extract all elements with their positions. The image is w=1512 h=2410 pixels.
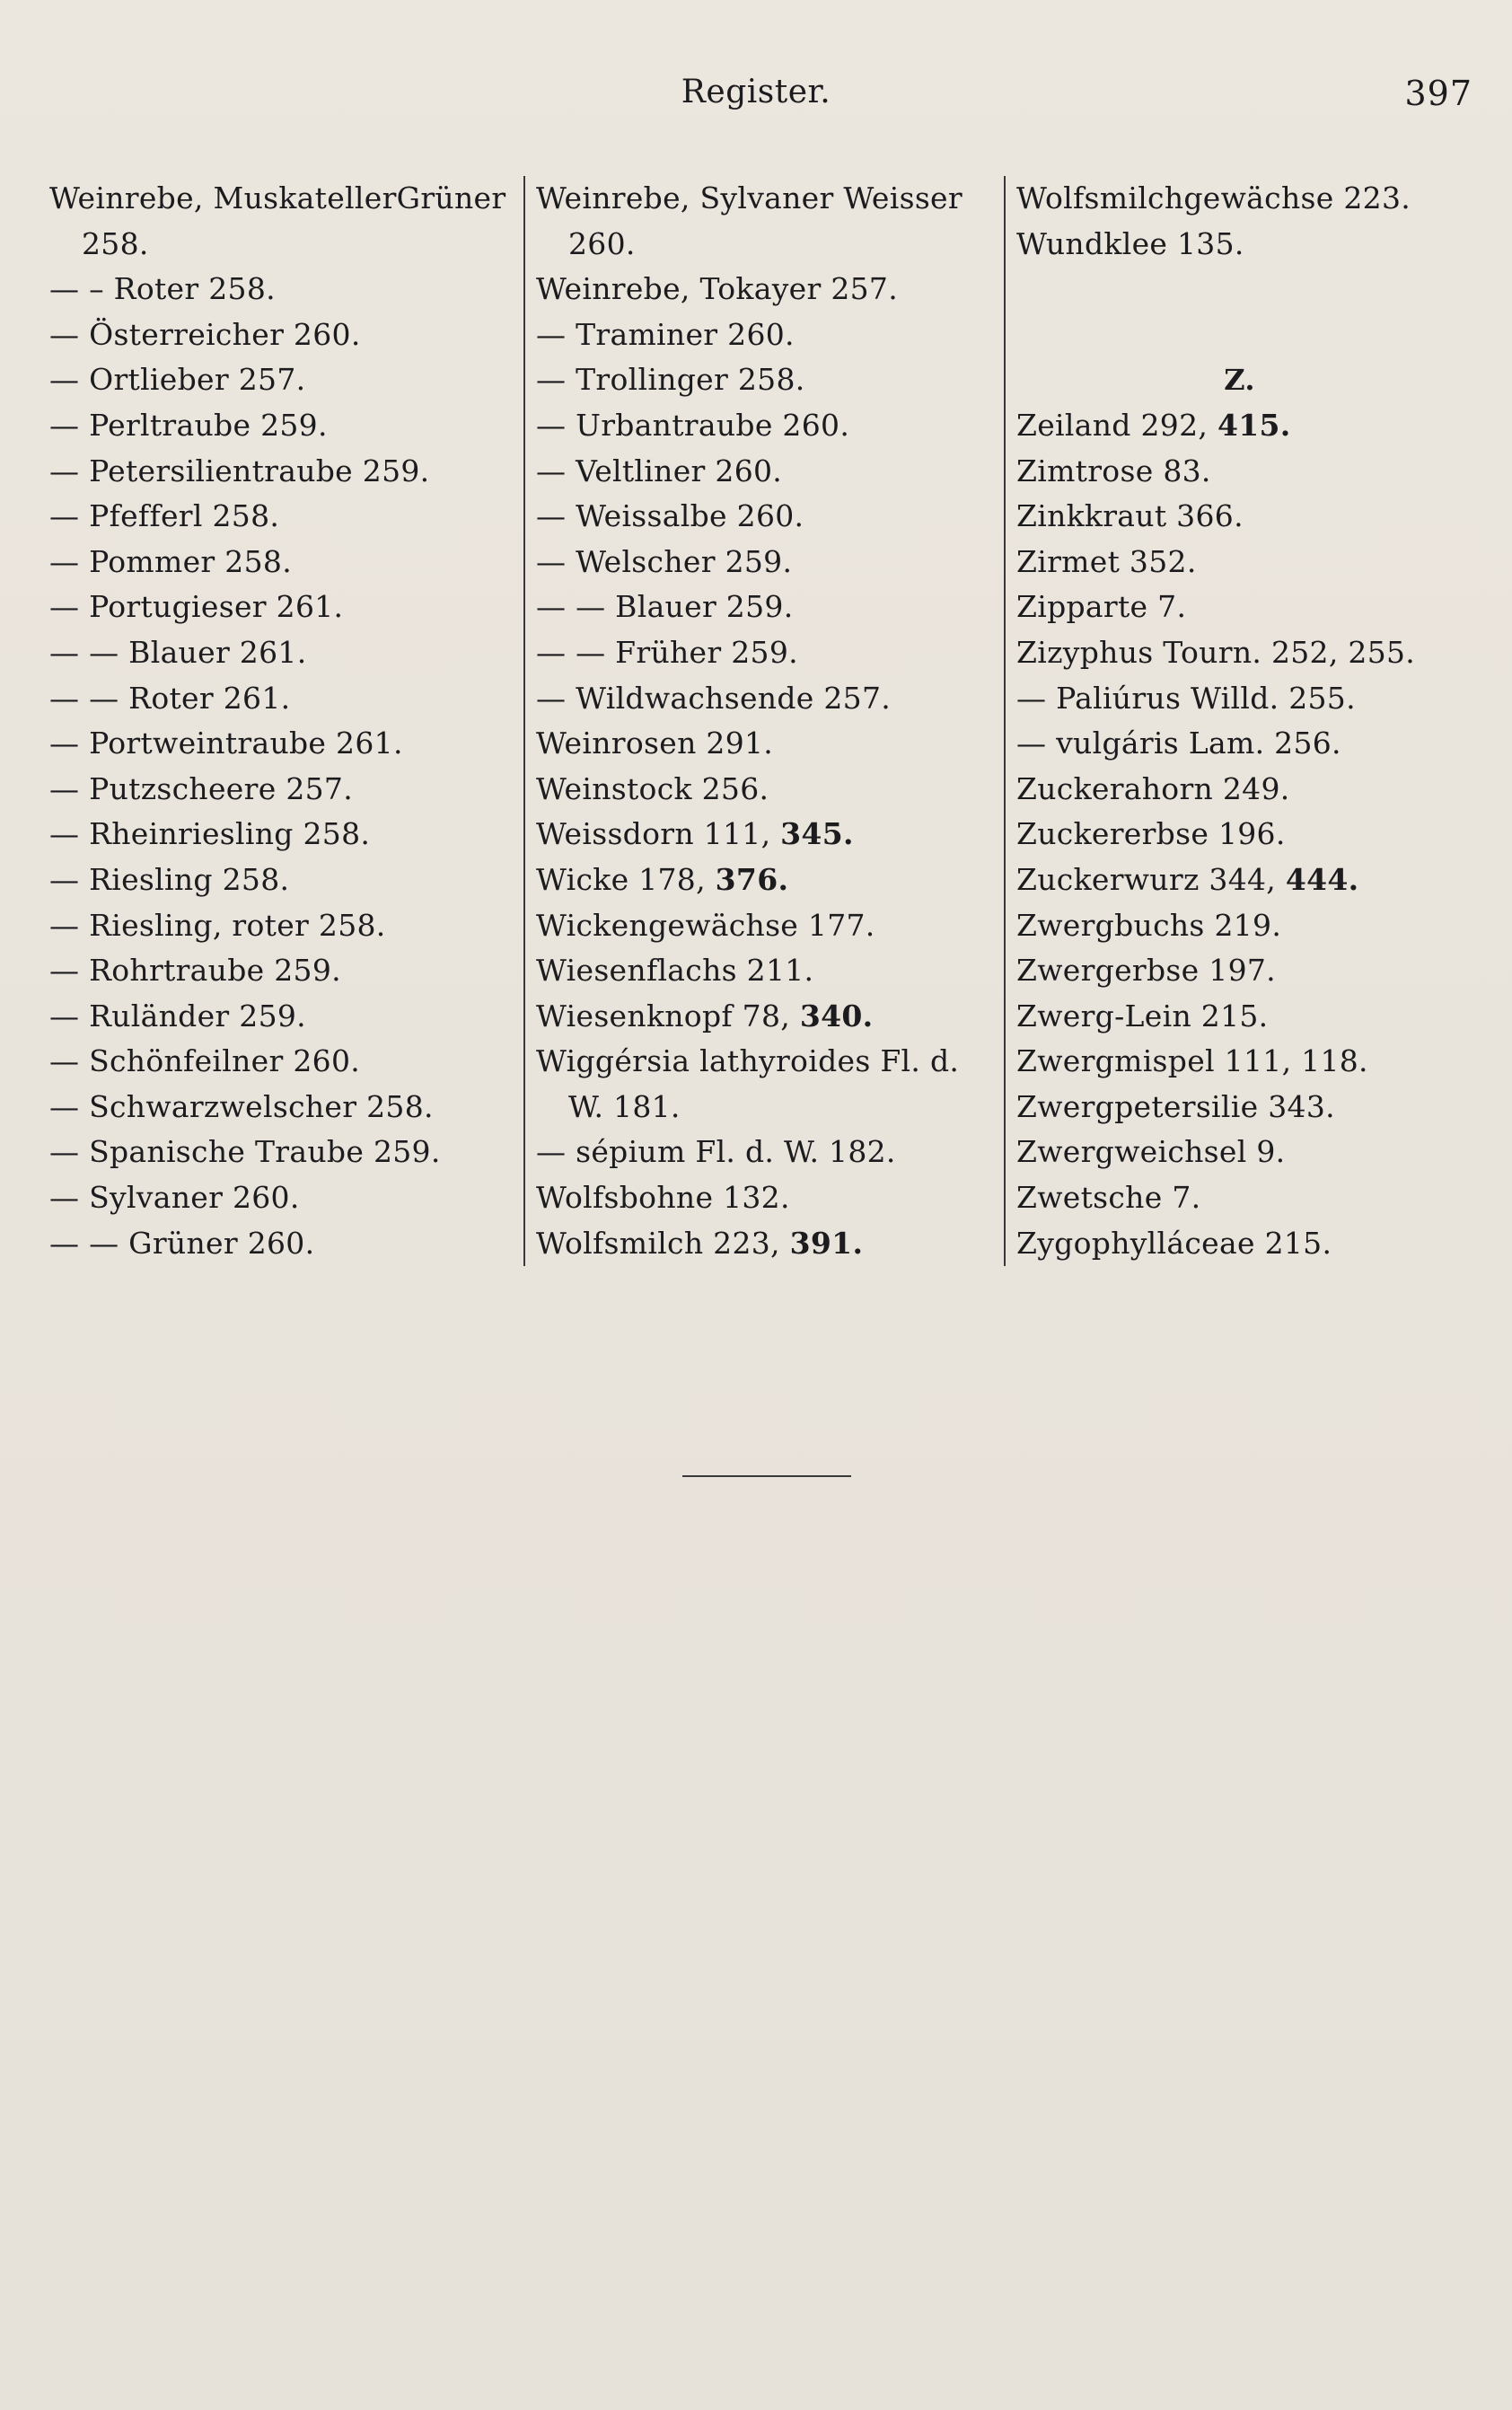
- index-entry: [536, 630, 994, 676]
- index-entry: [49, 176, 521, 222]
- index-entry: [49, 494, 521, 540]
- index-entry: [1016, 267, 1463, 312]
- index-entry-text: — Ruländer 259.: [49, 998, 306, 1033]
- index-entry: [536, 948, 994, 994]
- index-entry: [536, 176, 994, 222]
- index-entry-text: — Trollinger 258.: [536, 362, 805, 398]
- index-entry: [49, 222, 521, 268]
- index-entry-text: Zizyphus Tourn. 252, 255.: [1016, 634, 1416, 670]
- index-entry-text: Zwergbuchs 219.: [1016, 907, 1282, 943]
- index-entry-text: — Spanische Traube 259.: [49, 1134, 441, 1170]
- index-entry: [49, 449, 521, 495]
- section-divider-rule: [682, 1475, 851, 1477]
- index-entry-text: — Ortlieber 257.: [49, 362, 306, 398]
- index-entry: [536, 312, 994, 358]
- index-entry: [1016, 858, 1463, 903]
- index-entry: [1016, 494, 1463, 540]
- index-entry-text: Wicke 178,: [536, 861, 716, 897]
- index-entry-text: Zwergpetersilie 343.: [1016, 1088, 1335, 1124]
- index-entry: [536, 267, 994, 312]
- index-entry-text: Zipparte 7.: [1016, 589, 1187, 625]
- index-entry-text: — Urbantraube 260.: [536, 407, 850, 443]
- index-entry: [49, 721, 521, 767]
- index-entry: [49, 1221, 521, 1267]
- index-entry-text: Wiggérsia lathyroides Fl. d.: [536, 1043, 960, 1079]
- index-entry-text: — Perltraube 259.: [49, 407, 328, 443]
- index-entry: [49, 767, 521, 813]
- index-entry: [49, 812, 521, 858]
- index-entry-text: Weissdorn 111,: [536, 816, 781, 852]
- index-entry-text: — — Roter 261.: [49, 680, 291, 716]
- index-entry: [536, 903, 994, 949]
- index-entry-text: Zwergmispel 111, 118.: [1016, 1043, 1368, 1079]
- index-entry: [1016, 1130, 1463, 1175]
- index-entry: [536, 994, 994, 1040]
- index-entry: [49, 948, 521, 994]
- index-entry: [1016, 449, 1463, 495]
- index-entry: [49, 357, 521, 403]
- index-entry: [1016, 676, 1463, 722]
- index-entry: [1016, 630, 1463, 676]
- index-entry: [49, 630, 521, 676]
- index-entry-bold-page: 391.: [789, 1225, 864, 1261]
- index-entry: [1016, 994, 1463, 1040]
- index-entry-text: Weinrebe, Sylvaner Weisser: [536, 180, 963, 215]
- index-entry-text: — Portugieser 261.: [49, 589, 344, 625]
- index-entry: [49, 858, 521, 903]
- index-entry-text: Weinrosen 291.: [536, 726, 774, 761]
- index-columns: [49, 176, 1450, 1271]
- index-entry-text: Zinkkraut 366.: [1016, 498, 1244, 534]
- index-entry: [1016, 812, 1463, 858]
- index-entry-text: — Petersilientraube 259.: [49, 453, 430, 488]
- index-entry-bold-page: 415.: [1217, 407, 1291, 443]
- index-entry: [536, 676, 994, 722]
- index-entry-text: — Riesling 258.: [49, 861, 290, 897]
- index-column-2: [523, 176, 994, 1266]
- index-entry: [49, 994, 521, 1040]
- index-entry-text: — sépium Fl. d. W. 182.: [536, 1134, 896, 1170]
- index-entry-text: — Wildwachsende 257.: [536, 680, 892, 716]
- index-entry-text: Zwerg-Lein 215.: [1016, 998, 1269, 1033]
- index-entry: [49, 267, 521, 312]
- index-entry-text: — — Früher 259.: [536, 634, 798, 670]
- index-entry: [1016, 585, 1463, 630]
- index-entry: [536, 1085, 994, 1130]
- running-head: [0, 74, 1512, 119]
- index-entry-text: Wolfsmilchgewächse 223.: [1016, 180, 1411, 215]
- index-entry: [1016, 1039, 1463, 1085]
- index-entry: [536, 721, 994, 767]
- index-entry-text: — Schwarzwelscher 258.: [49, 1088, 434, 1124]
- index-entry-text: — Pommer 258.: [49, 543, 292, 579]
- index-entry-bold-page: 340.: [799, 998, 874, 1033]
- index-entry-text: Weinrebe, MuskatellerGrüner: [49, 180, 506, 215]
- index-entry-text: Zeiland 292,: [1016, 407, 1218, 443]
- index-entry-text: Zygophylláceae 215.: [1016, 1225, 1332, 1261]
- index-entry-text: Weinrebe, Tokayer 257.: [536, 271, 899, 307]
- index-entry-text: — Pfefferl 258.: [49, 498, 280, 534]
- index-entry: [49, 1175, 521, 1221]
- index-entry: [536, 449, 994, 495]
- index-entry-text: Zuckererbse 196.: [1016, 816, 1286, 852]
- index-entry: [536, 1175, 994, 1221]
- index-entry: [1016, 948, 1463, 994]
- index-entry-text: Wolfsbohne 132.: [536, 1180, 790, 1216]
- index-entry: [1016, 312, 1463, 358]
- index-entry: [1016, 903, 1463, 949]
- index-entry: [49, 1085, 521, 1130]
- index-entry: [49, 903, 521, 949]
- index-entry-text: Wickengewächse 177.: [536, 907, 875, 943]
- index-entry: [1016, 1085, 1463, 1130]
- index-entry-text: Zwetsche 7.: [1016, 1180, 1201, 1216]
- index-entry: [1016, 1221, 1463, 1267]
- index-entry-text: — Weissalbe 260.: [536, 498, 804, 534]
- index-entry-text: — – Roter 258.: [49, 271, 276, 307]
- index-entry: [1016, 540, 1463, 585]
- index-entry-text: — — Blauer 259.: [536, 589, 794, 625]
- index-entry-text: — Rohrtraube 259.: [49, 953, 341, 989]
- index-entry-text: — Rheinriesling 258.: [49, 816, 371, 852]
- index-entry: [1016, 222, 1463, 268]
- index-entry: [1016, 1175, 1463, 1221]
- index-entry: [49, 1039, 521, 1085]
- index-section-letter: [1016, 357, 1463, 403]
- index-entry-text: — Traminer 260.: [536, 316, 795, 352]
- index-column-1: [49, 176, 521, 1266]
- index-entry-text: — vulgáris Lam. 256.: [1016, 726, 1341, 761]
- index-entry: [536, 357, 994, 403]
- index-entry-text: Zuckerwurz 344,: [1016, 861, 1286, 897]
- index-entry: [536, 222, 994, 268]
- index-entry: [536, 1221, 994, 1267]
- index-entry: [49, 312, 521, 358]
- index-entry-bold-page: 345.: [780, 816, 854, 852]
- index-entry: [1016, 403, 1463, 449]
- index-entry-bold-page: 444.: [1285, 861, 1359, 897]
- index-entry-text: Wiesenknopf 78,: [536, 998, 800, 1033]
- index-entry: [1016, 721, 1463, 767]
- index-entry-text: — Paliúrus Willd. 255.: [1016, 680, 1356, 716]
- index-entry: [536, 1130, 994, 1175]
- index-entry-text: Wolfsmilch 223,: [536, 1225, 790, 1261]
- index-entry-text: — Schönfeilner 260.: [49, 1043, 361, 1079]
- index-entry: [49, 1130, 521, 1175]
- index-entry: [536, 494, 994, 540]
- index-entry-text: — — Blauer 261.: [49, 634, 307, 670]
- index-entry-text: Wiesenflachs 211.: [536, 953, 814, 989]
- index-entry: [536, 812, 994, 858]
- index-entry-text: Weinstock 256.: [536, 770, 769, 806]
- index-entry-text: — Sylvaner 260.: [49, 1180, 300, 1216]
- index-entry: [536, 1039, 994, 1085]
- index-entry-text: — Putzscheere 257.: [49, 770, 353, 806]
- index-entry-text: — Österreicher 260.: [49, 316, 361, 352]
- index-entry-text: — Riesling, roter 258.: [49, 907, 386, 943]
- index-entry-text: — Veltliner 260.: [536, 453, 783, 488]
- index-entry-text: — — Grüner 260.: [49, 1225, 315, 1261]
- index-entry-text: — Welscher 259.: [536, 543, 793, 579]
- index-entry: [1016, 176, 1463, 222]
- index-entry-text: 258.: [82, 225, 149, 261]
- index-entry: [49, 403, 521, 449]
- index-entry: [536, 767, 994, 813]
- index-entry: [536, 540, 994, 585]
- index-column-3: [1004, 176, 1463, 1266]
- index-entry-text: Z.: [1224, 363, 1255, 398]
- index-entry: [1016, 767, 1463, 813]
- index-entry-text: W. 181.: [568, 1088, 681, 1124]
- index-entry-text: Zimtrose 83.: [1016, 453, 1211, 488]
- index-entry-text: 260.: [568, 225, 636, 261]
- index-entry-text: Wundklee 135.: [1016, 225, 1244, 261]
- index-entry-text: Zwergerbse 197.: [1016, 953, 1276, 989]
- index-entry: [536, 858, 994, 903]
- index-entry: [536, 403, 994, 449]
- page-number: 397: [1404, 74, 1472, 113]
- index-entry: [536, 585, 994, 630]
- page-title: Register.: [681, 74, 831, 110]
- index-entry-text: Zuckerahorn 249.: [1016, 770, 1290, 806]
- index-entry-text: — Portweintraube 261.: [49, 726, 403, 761]
- index-entry: [49, 540, 521, 585]
- index-entry-text: Zwergweichsel 9.: [1016, 1134, 1286, 1170]
- index-entry-text: Zirmet 352.: [1016, 543, 1197, 579]
- index-entry: [49, 585, 521, 630]
- index-entry: [49, 676, 521, 722]
- index-entry-bold-page: 376.: [715, 861, 789, 897]
